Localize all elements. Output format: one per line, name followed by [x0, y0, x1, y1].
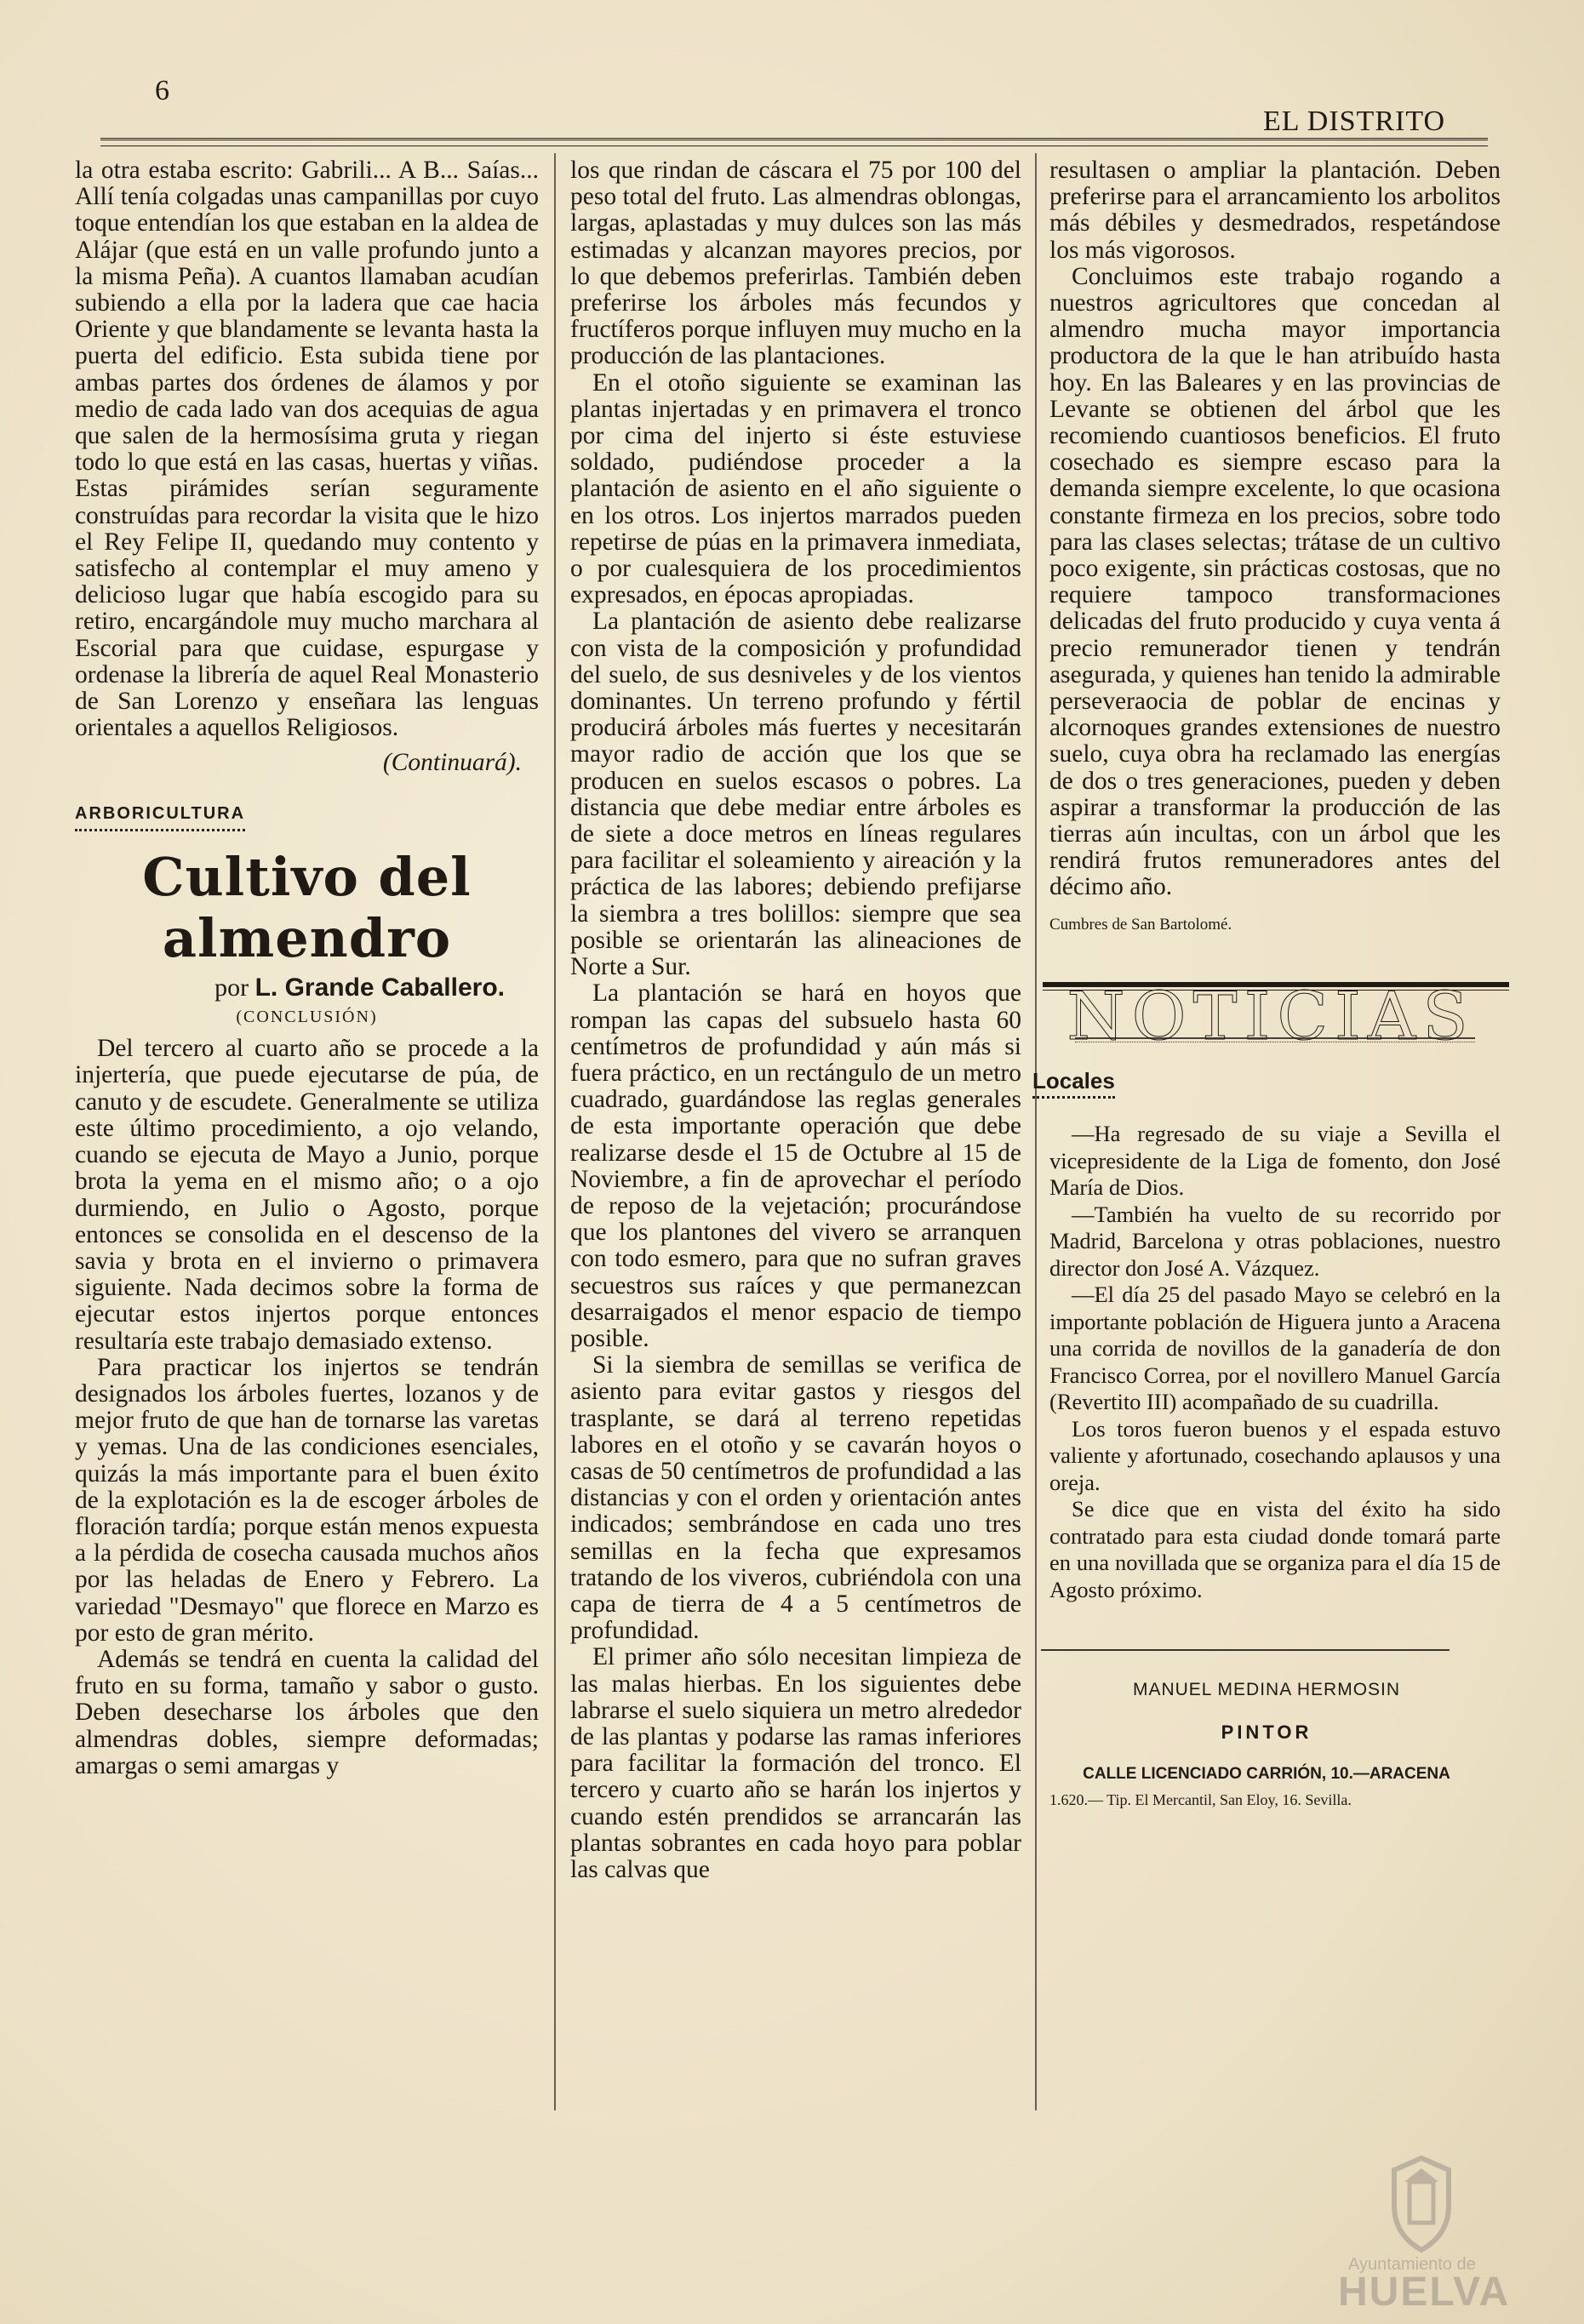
byline — [75, 974, 505, 1001]
news-item: Los toros fueron buenos y el espada estuvo valiente y afortunado, cosechando aplausos y una oreja. — [1049, 1415, 1501, 1495]
printer-imprint: 1.620.— Tip. El Mercantil, San Eloy, 16. Sevilla. — [1049, 1790, 1352, 1808]
article-signature: Cumbres de San Bartolomé. — [1049, 915, 1232, 934]
watermark-line-2: HUELVA — [1338, 2270, 1511, 2315]
column-1 — [75, 157, 539, 1779]
page-number: 6 — [155, 75, 169, 106]
ad-rule — [1041, 1649, 1450, 1651]
locales-label: Locales — [1032, 1068, 1115, 1099]
column-divider — [554, 153, 556, 2110]
ad-address: CALLE LICENCIADO CARRIÓN, 10.—ARACENA — [1083, 1764, 1450, 1783]
paragraph: Si la siembra de semillas se verifica de asiento para evitar gastos y riesgos del trasplante, se dará al terreno repetidas labores en el otoño y se cavarán hoyos o casas de 50 centímetros de profundidad a las distancias y con el orden y orientación antes indicados; sembrándose en cada uno tres semillas en la fecha que expresamos tratando de los viveros, cubriéndola con una capa de tierra de 4 a 5 centímetros de profundidad. — [570, 1351, 1021, 1645]
paragraph: La plantación de asiento debe realizarse con vista de la composición y profundidad del suelo, de sus desniveles y de los vientos dominantes. Un terreno profundo y fértil producirá árboles más fuertes y necesitarán mayor radio de acción que los que se producen en suelos escasos o pobres. La distancia que debe mediar entre árboles es de siete a doce metros en líneas regulares para facilitar el soleamiento y aireación y la práctica de las labores; debiendo prefijarse la siembra a tres bolillos: siempre que sea posible se orientarán las alineaciones de Norte a Sur. — [570, 608, 1021, 981]
paragraph: Del tercero al cuarto año se procede a la injertería, que puede ejecutarse de púa, de canuto y de escudete. Generalmente se utiliza este último procedimiento, a ojo velando, cuando se ejecuta de Mayo a Junio, porque brota la yema en el mismo año; o a ojo durmiendo, en Julio o Agosto, porque entonces se consolida en el descenso de la savia y brota en el invierno o primavera siguiente. Nada decimos sobre la forma de ejecutar estos injertos porque entonces resultaría este trabajo demasiado extenso. — [75, 1035, 539, 1355]
paragraph: Concluimos este trabajo rogando a nuestros agricultores que concedan al almendro mucha mayor importancia productora de la que le han atribuído hasta hoy. En las Baleares y en las provincias de Levante se obtienen del árbol que les recomiendo cuantiosos beneficios. El fruto cosechado es siempre escaso para la demanda siempre excelente, lo que ocasiona constante firmeza en los precios, sobre todo para las clases selectas; trátase de un cultivo poco exigente, sin prácticas costosas, que no requiere tampoco transformaciones delicadas del fruto producido y cuya venta á precio remunerador tienen y tendrán asegurada, y quienes han tenido la admirable perseveraocia de poblar de encinas y alcornoques grandes extensiones de nuestro suelo, cuya obra ha reclamado las energías de dos o tres generaciones, pueden y deben aspirar a transformar la producción de las tierras aún incultas, con un árbol que les rendirá frutos remuneradores antes del décimo año. — [1049, 262, 1501, 901]
article-title: Cultivo del almendro — [142, 845, 472, 969]
paragraph: El primer año sólo necesitan limpieza de las malas hierbas. En los siguientes debe labrarse el suelo siquiera un metro alrededor de las plantas y podarse las ramas inferiores para facilitar la formación del tronco. El tercero y cuarto año se harán los injertos y cuando estén prendidos se arrancarán las plantas sobrantes en cada hoyo para poblar las calvas que — [570, 1643, 1021, 1883]
news-item: —Ha regresado de su viaje a Sevilla el vicepresidente de la Liga de fomento, don José María de Dios. — [1049, 1121, 1501, 1201]
paragraph: los que rindan de cáscara el 75 por 100 del peso total del fruto. Las almendras oblongas, largas, aplastadas y muy dulces son las más estimadas y alcanzan mayores precios, por lo que debemos preferirlas. También deben preferirse los árboles más fecundos y fructíferos porque influyen muy mucho en la producción de las plantaciones. — [570, 157, 1021, 370]
news-item: Se dice que en vista del éxito ha sido contratado para esta ciudad donde tomará parte en una novillada que se organiza para el día 15 de Agosto próximo. — [1049, 1496, 1501, 1602]
byline-prefix: por — [214, 973, 249, 1002]
paragraph: resultasen o ampliar la plantación. Deben preferirse para el arrancamiento los arbolitos más débiles y desmedrados, respetándose los más vigorosos. — [1049, 157, 1501, 264]
paragraph: En el otoño siguiente se examinan las plantas injertadas y en primavera el tronco por cima del injerto si éste estuviese soldado, pudiéndose proceder a la plantación de asiento en el año siguiente o en los otros. Los injertos marrados pueden repetirse de púas en la primavera inmediata, o por cualesquiera de los procedimientos expresados, en épocas apropiadas. — [570, 368, 1021, 609]
advertisement — [1032, 1676, 1501, 1787]
byline-author: L. Grande Caballero. — [254, 973, 505, 1002]
continued-note: (Continuará). — [382, 749, 522, 777]
watermark — [1328, 2153, 1549, 2315]
noticias-heading: NOTICIAS — [1066, 978, 1475, 1055]
section-label: ARBORICULTURA — [75, 801, 245, 831]
paragraph: Para practicar los injertos se tendrán designados los árboles fuertes, lozanos y de mejor fruto de que han de tornarse las varetas y yemas. Una de las condiciones esenciales, quizás la más importante para el buen éxito de la explotación es la de escoger árboles de floración tardía; porque están menos expuesta a la pérdida de cosecha causada muchos años por las heladas de Enero y Febrero. La variedad "Desmayo" que florece en Marzo es por esto de gran mérito. — [75, 1353, 539, 1647]
news-list — [1049, 1121, 1501, 1603]
ad-name: MANUEL MEDINA HERMOSIN — [1132, 1680, 1401, 1700]
ad-trade: PINTOR — [1221, 1721, 1312, 1743]
watermark-line-1: Ayuntamiento de — [1348, 2255, 1476, 2274]
masthead: EL DISTRITO — [1263, 106, 1446, 137]
column-2 — [570, 157, 1021, 1883]
paragraph: la otra estaba escrito: Gabrili... A B... Saías... Allí tenía colgadas unas campanillas por cuyo toque entendían los que estaban en la aldea de Alájar (que está en un valle profundo junto a la misma Peña). A cuantos llamaban acudían subiendo a ella por la ladera que cae hacia Oriente y que blandamente se levanta hasta la puerta del edificio. Esta subida tiene por ambas partes dos órdenes de álamos y por medio de cada lado van dos acequias de agua que salen de la hermosísima gruta y riegan todo lo que está en las casas, huertas y viñas. Estas pirámides serían seguramente construídas para recordar la visita que le hizo el Rey Felipe II, quedando muy contento y satisfecho al contemplar el muy ameno y delicioso lugar que había escogido para su retiro, encargándole muy mucho marchara al Escorial para que cuidase, espurgase y ordenase la librería de aquel Real Monasterio de San Lorenzo y enseñara las lenguas orientales a aquellos Religiosos. — [75, 157, 539, 742]
news-item: —El día 25 del pasado Mayo se celebró en la importante población de Higuera junto a Aracena una corrida de novillos de la ganadería de don Francisco Correa, por el novillero Manuel García (Revertito III) acompañado de su cuadrilla. — [1049, 1282, 1501, 1415]
article-subhead: (CONCLUSIÓN) — [236, 1008, 378, 1027]
column-divider — [1035, 153, 1037, 2110]
news-item: —También ha vuelto de su recorrido por Madrid, Barcelona y otras poblaciones, nuestro director don José A. Vázquez. — [1049, 1201, 1501, 1281]
crest-icon — [1370, 2153, 1472, 2255]
header-rule — [100, 138, 1488, 146]
paragraph: La plantación se hará en hoyos que rompan las capas del subsuelo hasta 60 centímetros de profundidad y aún más si fuera práctico, en un rectángulo de un metro cuadrado, guardándose las reglas generales de esta importante operación que debe realizarse desde el 15 de Octubre al 15 de Noviembre, a fin de aprovechar el período de reposo de la vejetación; procurándose que los plantones del vivero se arranquen con todo esmero, para que no sufran graves secuestros sus raíces y que permanezcan desarraigados el menor espacio de tiempo posible. — [570, 979, 1021, 1352]
column-3 — [1032, 157, 1501, 1813]
paragraph: Además se tendrá en cuenta la calidad del fruto en su forma, tamaño y sabor o gusto. Deben desecharse los árboles que den almendras dobles, siempre deformadas; amargas o semi amargas y — [75, 1645, 539, 1779]
